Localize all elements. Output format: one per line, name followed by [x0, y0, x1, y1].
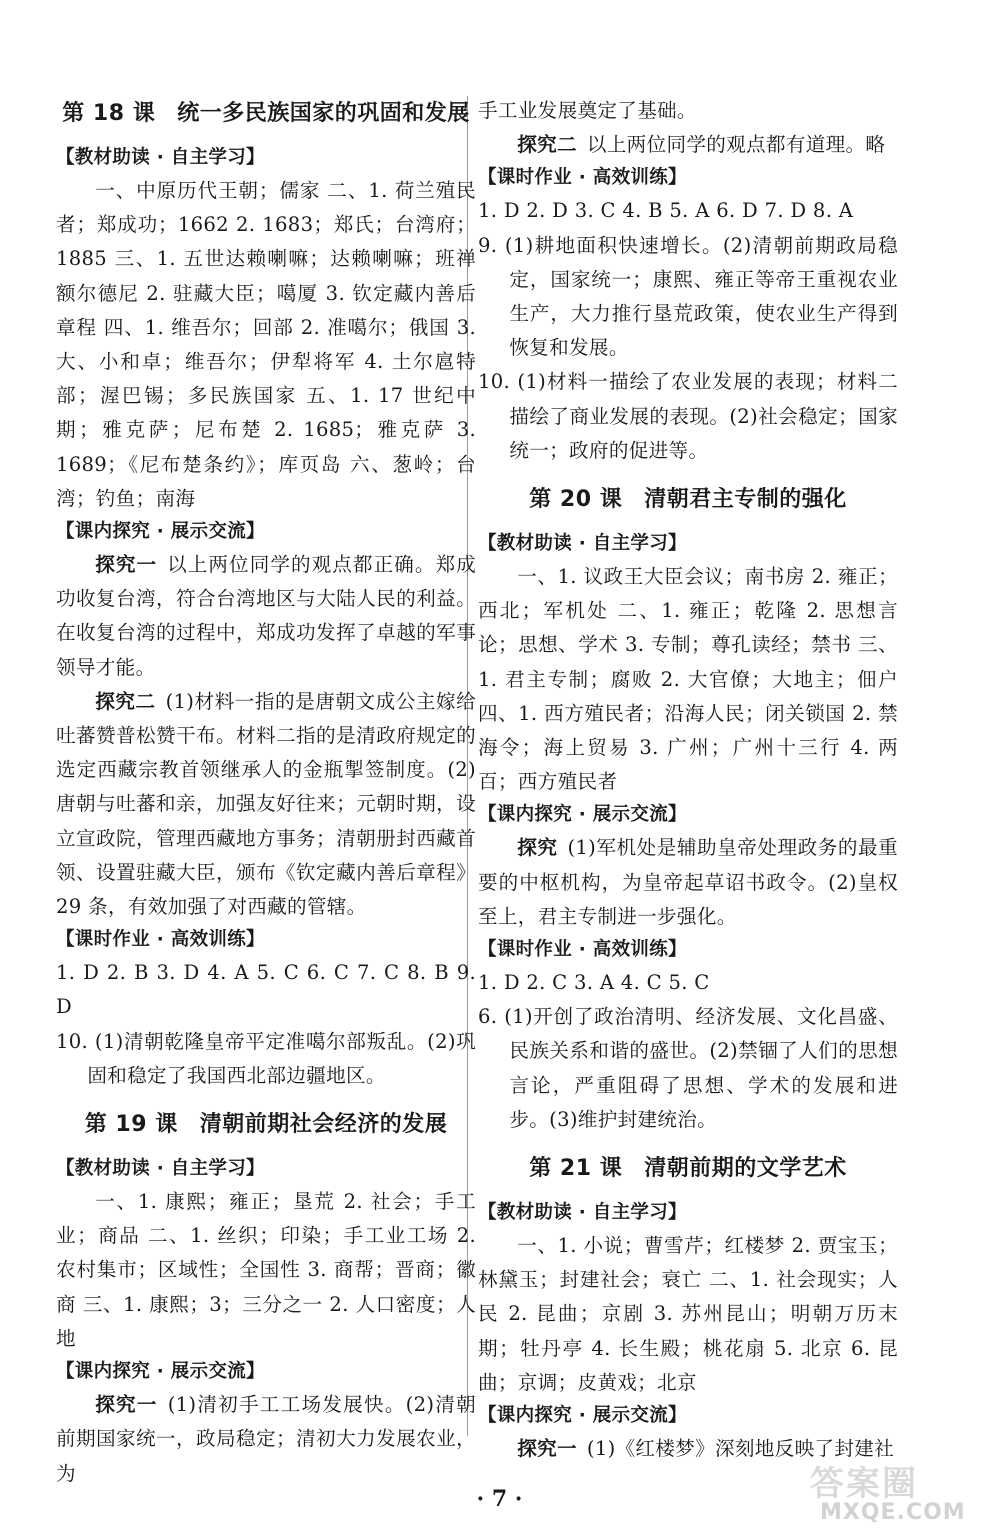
homework-answers: 1. D 2. B 3. D 4. A 5. C 6. C 7. C 8. B 9. D: [56, 961, 476, 1019]
inquiry-label: 探究: [517, 836, 558, 860]
section-header: 【教材助读 · 自主学习】: [56, 1158, 265, 1180]
homework-answers: 1. D 2. D 3. C 4. B 5. A 6. D 7. D 8. A: [478, 199, 854, 223]
homework-answers: 1. D 2. C 3. A 4. C 5. C: [478, 971, 710, 995]
watermark-url: MXQE.COM: [820, 1500, 966, 1525]
section-header: 【课内探究 · 展示交流】: [478, 1405, 687, 1427]
section-header: 【课内探究 · 展示交流】: [478, 804, 687, 826]
section-header: 【课时作业 · 高效训练】: [56, 929, 265, 951]
lesson-20-title: 第 20 课 清朝君主专制的强化: [529, 487, 847, 513]
lesson-18-title: 第 18 课 统一多民族国家的巩固和发展: [62, 101, 470, 126]
inquiry-paragraph: 探究 (1)军机处是辅助皇帝处理政务的最重要的中枢机构，为皇帝起草诏书政令。(2)皇权至上，君主专制进一步强化。: [478, 836, 899, 928]
inquiry-paragraph: 探究一 (1)清初手工工场发展快。(2)清朝前期国家统一，政局稳定；清初大力发展农业，为: [56, 1393, 476, 1485]
inquiry-label: 探究二: [95, 689, 156, 713]
section-header: 【课时作业 · 高效训练】: [478, 939, 687, 961]
page-number: · 7 ·: [476, 1486, 523, 1512]
right-column: [478, 94, 898, 1466]
lesson-21-title: 第 21 课 清朝前期的文学艺术: [529, 1156, 847, 1182]
inquiry-paragraph: 探究一 以上两位同学的观点都正确。郑成功收复台湾，符合台湾地区与大陆人民的利益。在收复台湾的过程中，郑成功发挥了卓越的军事领导才能。: [56, 553, 477, 679]
left-column: [56, 82, 476, 1491]
answer-paragraph: 一、1. 小说；曹雪芹；红楼梦 2. 贾宝玉；林黛玉；封建社会；衰亡 二、1. 社会现实；人民 2. 昆曲；京剧 3. 苏州昆山；明朝万历末期；牡丹亭 4. 长生殿；桃花扇 5. 北京 6. 昆曲；京调；皮黄戏；北京: [478, 1234, 898, 1394]
homework-answers: 9. (1)耕地面积快速增长。(2)清朝前期政局稳定，国家统一；康熙、雍正等帝王重视农业生产，大力推行垦荒政策，使农业生产得到恢复和发展。: [478, 233, 898, 360]
section-header: 【课内探究 · 展示交流】: [56, 1361, 265, 1383]
inquiry-label: 探究二: [517, 133, 577, 157]
answer-paragraph: 一、中原历代王朝；儒家 二、1. 荷兰殖民者；郑成功；1662 2. 1683；郑氏；台湾府；1885 三、1. 五世达赖喇嘛；达赖喇嘛；班禅额尔德尼 2. 驻藏大臣；噶厦 3. 钦定藏内善后章程 四、1. 维吾尔；回部 2. 准噶尔；俄国 3. 大、小和卓；维吾尔；伊犁将军 4. 土尔扈特部；渥巴锡；多民族国家 五、1. 17 世纪中期；雅克萨；尼布楚 2. 1685；雅克萨 3. 1689；《尼布楚条约》；库页岛 六、葱岭；台湾；钓鱼；南海: [56, 179, 476, 510]
answer-paragraph: 一、1. 康熙；雍正；垦荒 2. 社会；手工业；商品 二、1. 丝织；印染；手工业工场 2. 农村集市；区域性；全国性 3. 商帮；晋商；徽商 三、1. 康熙；3；三分之一 2. 人口密度；人地: [56, 1190, 476, 1350]
section-header: 【课时作业 · 高效训练】: [478, 167, 687, 189]
answer-paragraph: 一、1. 议政王大臣会议；南书房 2. 雍正；西北；军机处 二、1. 雍正；乾隆 2. 思想言论；思想、学术 3. 专制；尊孔读经；禁书 三、1. 君主专制；腐败 2. 大官僚；大地主；佃户 四、1. 西方殖民者；沿海人民；闭关锁国 2. 禁海令；海上贸易 3. 广州；广州十三行 4. 两百；西方殖民者: [478, 565, 898, 794]
section-header: 【教材助读 · 自主学习】: [56, 147, 265, 168]
continued-text: 手工业发展奠定了基础。: [478, 99, 697, 122]
inquiry-label: 探究一: [95, 1393, 158, 1417]
inquiry-label: 探究一: [95, 553, 158, 577]
inquiry-paragraph: 探究一 (1)《红楼梦》深刻地反映了封建社: [517, 1437, 895, 1461]
inquiry-paragraph: 探究二 以上两位同学的观点都有道理。略: [517, 133, 886, 157]
section-header: 【课内探究 · 展示交流】: [56, 521, 265, 543]
homework-answers: 10. (1)清朝乾隆皇帝平定准噶尔部叛乱。(2)巩固和稳定了我国西北部边疆地区。: [56, 1029, 476, 1087]
homework-answers: 6. (1)开创了政治清明、经济发展、文化昌盛、民族关系和谐的盛世。(2)禁锢了人们的思想言论，严重阻碍了思想、学术的发展和进步。(3)维护封建统治。: [478, 1005, 898, 1131]
homework-answers: 10. (1)材料一描绘了农业发展的表现；材料二描绘了商业发展的表现。(2)社会稳定；国家统一；政府的促进等。: [478, 370, 898, 462]
inquiry-label: 探究一: [517, 1437, 577, 1461]
section-header: 【教材助读 · 自主学习】: [478, 533, 687, 555]
watermark-logo: [790, 1456, 980, 1526]
section-header: 【教材助读 · 自主学习】: [478, 1202, 687, 1224]
lesson-19-title: 第 19 课 清朝前期社会经济的发展: [84, 1112, 448, 1138]
inquiry-paragraph: 探究二 (1)材料一指的是唐朝文成公主嫁给吐蕃赞普松赞干布。材料二指的是清政府规定的选定西藏宗教首领继承人的金瓶掣签制度。(2)唐朝与吐蕃和亲，加强友好往来；元朝时期，设立宣政院，管理西藏地方事务；清朝册封西藏首领、设置驻藏大臣，颁布《钦定藏内善后章程》29 条，有效加强了对西藏的管辖。: [56, 689, 477, 919]
watermark-text: 答案圈: [810, 1464, 918, 1504]
